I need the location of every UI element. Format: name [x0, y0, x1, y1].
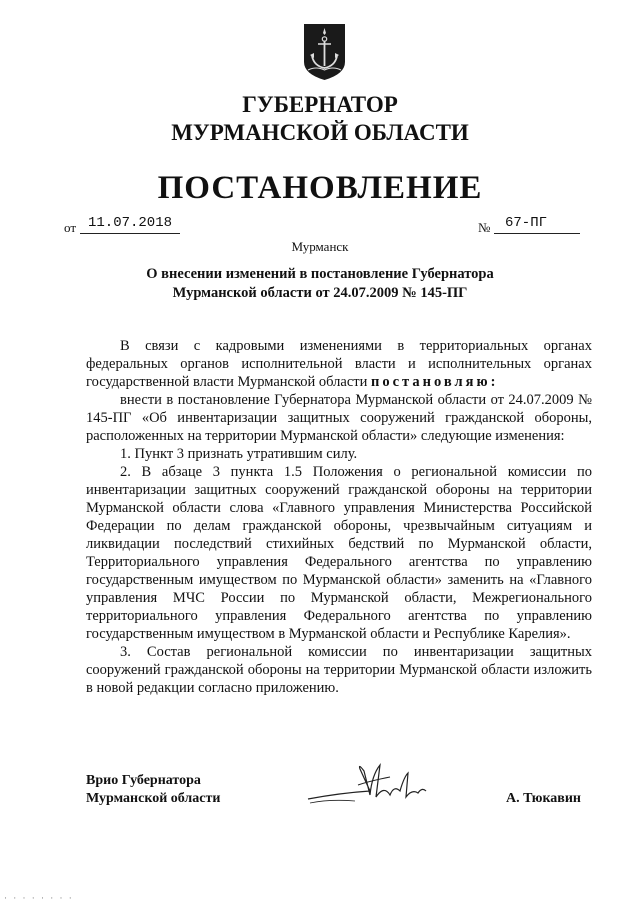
signatory-title-line-2: Мурманской области [86, 791, 221, 806]
coat-of-arms-icon [302, 22, 347, 82]
number-underline [494, 233, 580, 234]
decree-word: постановляю [371, 374, 491, 390]
preamble-text: В связи с кадровыми изменениями в территориальных органах федеральных органов исполнительной власти и исполнительных органах государственной власти Мурманской области [86, 338, 592, 390]
date-label: от [64, 220, 77, 235]
subject-line-2: Мурманской области от 24.07.2009 № 145-ПГ [172, 285, 468, 301]
number-label: № [478, 220, 491, 235]
subject-line-1: О внесении изменений в постановление Губернатора [146, 266, 494, 282]
paragraph-item-3: 3. Состав региональной комиссии по инвентаризации защитных сооружений гражданской обороны на территории Мурманской области изложить в новой редакции согласно приложению. [86, 644, 592, 696]
paragraph-preamble [86, 337, 592, 391]
date-underline [80, 233, 180, 234]
number-value: 67-ПГ [505, 215, 548, 231]
signatory-title [86, 772, 220, 808]
city: Мурманск [291, 239, 349, 254]
paragraph-intro: внести в постановление Губернатора Мурманской области от 24.07.2009 № 145-ПГ «Об инвентаризации защитных сооружений гражданской обороны, расположенных на территории Мурманской области» следующие изменения: [86, 392, 592, 444]
signatory-title-line-1: Врио Губернатора [86, 773, 201, 788]
issuer-line-1: ГУБЕРНАТОР [242, 92, 398, 117]
paragraph-item-1: 1. Пункт 3 признать утратившим силу. [120, 446, 358, 462]
document-body [86, 337, 592, 697]
issuer-line-2: МУРМАНСКОЙ ОБЛАСТИ [171, 120, 469, 145]
handwritten-signature [300, 755, 440, 815]
scan-footer-marks: · · · · · · · · [4, 893, 74, 903]
document-subject [0, 265, 640, 303]
signer-name: А. Тюкавин [506, 791, 581, 806]
date-value: 11.07.2018 [88, 215, 173, 231]
document-type: ПОСТАНОВЛЕНИЕ [157, 170, 483, 206]
paragraph-item-2: 2. В абзаце 3 пункта 1.5 Положения о региональной комиссии по инвентаризации защитных сооружений гражданской обороны на территории Мурманской области слова «Главного управления Министерства Российской Федерации по делам гражданской обороны, чрезвычайным ситуациям и ликвидации последствий стихийных бедствий по Мурманской области, Территориального управления Федерального агентства по управлению государственным имуществом по Мурманской области» заменить на «Главного управления МЧС России по Мурманской области, Межрегионального территориального управления Федерального агентства по управлению государственным имуществом в Мурманской области и Республике Карелия». [86, 464, 592, 642]
decree-colon: : [490, 374, 499, 390]
